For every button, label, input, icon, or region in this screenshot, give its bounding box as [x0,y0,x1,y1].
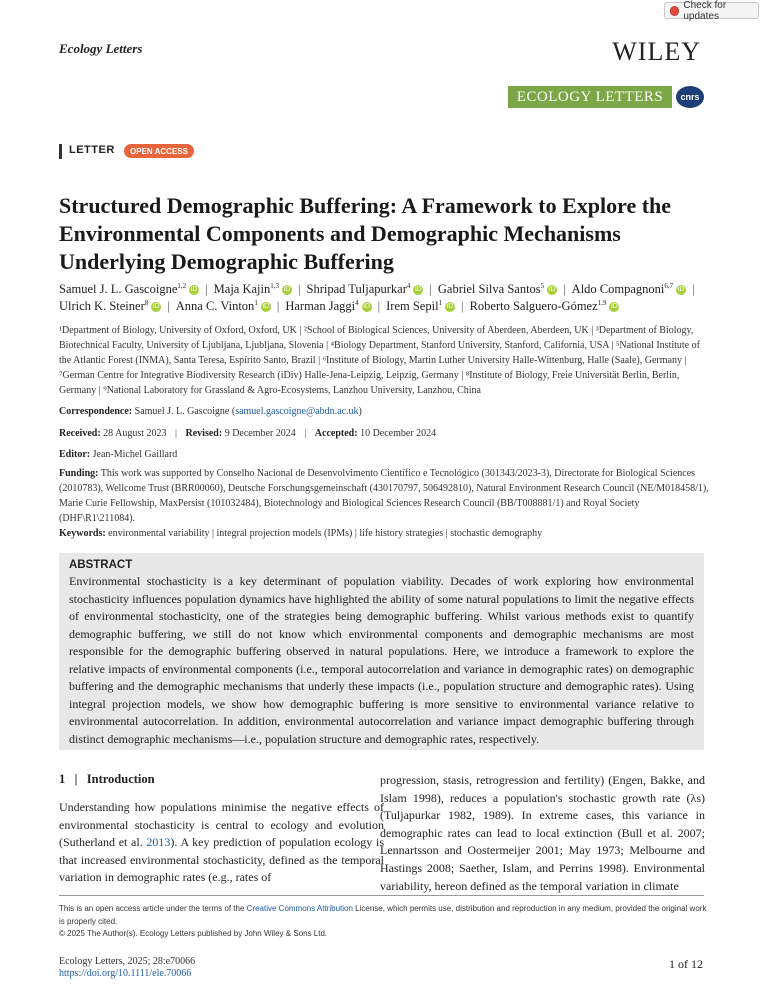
ecology-letters-banner: ECOLOGY LETTERS [508,86,672,108]
license-text-pre: This is an open access article under the terms of the [59,904,247,913]
journal-reference: Ecology Letters, 2025; 28:e70066 [59,956,196,967]
creative-commons-link[interactable]: Creative Commons Attribution [246,904,353,913]
author [470,299,620,313]
keywords-label: Keywords: [59,528,106,539]
keywords [59,526,709,541]
orcid-icon[interactable]: iD [548,286,556,294]
author-separator: | [692,282,695,296]
author [176,299,271,313]
intro-left-text-1: Understanding how populations minimise the negative effects of environmental stochasticity is central to ecology and evolution (Sutherland et al. [59,800,384,850]
article-dates: Received: 28 August 2023 | Revised: 9 December 2024 | Accepted: 10 December 2024 [59,428,437,439]
author-affiliation-sup: 1,9 [597,298,607,307]
article-type: LETTER [69,144,115,156]
abstract-heading: ABSTRACT [69,559,133,571]
author-name: Maja Kajin [213,282,271,296]
revised-label: Revised: [185,428,223,439]
author-affiliation-sup: 5 [540,281,545,290]
author-affiliation-sup: 6,7 [664,281,674,290]
author-separator: | [298,282,301,296]
footer-divider [59,895,704,896]
author-name: Gabriel Silva Santos [437,282,541,296]
author-affiliation-sup: 1 [254,298,258,307]
intro-left-column [59,799,384,887]
abstract-box [59,553,704,750]
author-separator: | [205,282,208,296]
updates-icon [670,6,679,16]
intro-right-column: progression, stasis, retrogression and fertility) (Engen, Bakke, and Islam 1998), reduces a population's stochastic growth rate (λs) (Tuljapurkar 1982, 1989). In extreme cases, this variance in demographic rates can lead to local extinction (Bull et al. 2007; Lennartsson and Oostermeijer 2001; May 1973; Melbourne and Hastings 2008; Saether, Islam, and Perrins 1998). Environmental variability, hereon defined as the temporal variation in climate [380,773,705,893]
funding-label: Funding: [59,468,99,479]
intro-left-text-2: ). A key prediction of population ecology is that increased environmental stochasticity, defined as the temporal variation in demographic rates (e.g., rates of [59,835,384,885]
journal-name: Ecology Letters [59,41,143,56]
intro-heading: 1 | Introduction [59,772,155,786]
open-access-badge: OPEN ACCESS [124,144,194,158]
license-text-post: License, which permits use, distribution and reproduction in any medium, provided the original work is properly cited. [59,904,707,926]
author-separator: | [563,282,566,296]
affiliations: ¹Department of Biology, University of Oxford, Oxford, UK | ²School of Biological Sciences, University of Aberdeen, Aberdeen, UK | ³Department of Biology, Biotechnical Faculty, University of Ljubljana, Ljubljana, Slovenia | ⁴Biology Department, Stanford University, Stanford, California, USA | ⁵National Institute of the Atlantic Forest (INMA), Santa Teresa, Espírito Santo, Brazil | ⁶Institute of Biology, Martin Luther University Halle-Wittenburg, Halle (Saale), Germany | ⁷German Centre for Integrative Biodiversity Research (iDiv) Halle-Jena-Leipzig, Leipzig, Germany | ⁸Institute of Biology, Freie Universität Berlin, Berlin, Germany | ⁹National Laboratory for Grassland & Agro-Ecosystems, Lanzhou University, Lanzhou, China [59,325,700,396]
accepted-date: 10 December 2024 [360,428,437,439]
author [285,299,371,313]
author [59,299,161,313]
abstract-text: Environmental stochasticity is a key determinant of population viability. Decades of work exploring how environmental stochasticity influences population dynamics have highlighted the ability of some natural populations to limit the negative effects of environmental stochasticity, one of the strategies being demographic buffering. Whilst various methods exist to quantify demographic buffering, we still do not know which environmental components and demographic mechanisms are most responsible for the demographic buffering observed in natural populations. Here, we introduce a framework to explore the relative impacts of environmental components (i.e., temporal autocorrelation and variance in demographic rates) on demographic buffering and the demographic mechanisms that underly these impacts (i.e., population structure and demographic rates). Using integral projection models, we show how demographic buffering is more sensitive to environmental variance relative to environmental autocorrelation. In addition, environmental autocorrelation and variance impact demographic buffering through distinct demographic mechanisms—i.e., population structure and demographic rates, respectively. [69,574,694,746]
copyright: © 2025 The Author(s). Ecology Letters published by John Wiley & Sons Ltd. [59,929,328,938]
author-name: Roberto Salguero-Gómez [469,299,598,313]
author-name: Harman Jaggi [285,299,356,313]
orcid-icon[interactable]: iD [190,286,198,294]
author-separator: | [429,282,432,296]
author [214,282,292,296]
orcid-icon[interactable]: iD [611,303,618,311]
author [572,282,686,296]
editor-name: Jean-Michel Gaillard [92,449,178,460]
cnrs-logo: cnrs [676,86,704,108]
author-line-1 [59,281,709,298]
page-number: 1 of 12 [669,957,703,971]
author-name: Irem Sepil [386,299,439,313]
orcid-icon[interactable]: iD [446,303,454,311]
orcid-icon[interactable]: iD [283,286,291,294]
editor [59,447,709,462]
author-affiliation-sup: 8 [144,298,149,307]
license-note [59,902,707,928]
correspondence-label: Correspondence: [59,406,133,417]
author [307,282,424,296]
funding-text: This work was supported by Conselho Nacional de Desenvolvimento Científico e Tecnológico (301343/2023-3), Directorate for Biological Sciences (2010783), Wellcome Trust (BRR00060), Deutsche Forschungsgemeinschaft (430170797, 506492810), Natural Environment Research Council (NE/M018458/1), Marie Curie Fellowship, MaxPersist (101032484), Biotechnology and Biological Sciences Research Council (BB/T008881/1) and Royal Society (DHF\R1\211084). [59,468,709,524]
wiley-logo: WILEY [612,37,701,66]
author [386,299,455,313]
check-for-updates-label: Check for updates [683,0,727,22]
author-separator: | [276,299,280,313]
correspondence-close: ) [358,406,362,417]
author [438,282,557,296]
received-label: Received: [59,428,101,439]
author-name: Anna C. Vinton [175,299,255,313]
author-name: Shripad Tuljapurkar [306,282,407,296]
author-affiliation-sup: 1,2 [177,281,187,290]
citation-link[interactable]: 2013 [146,835,171,850]
author [59,282,199,296]
author-affiliation-sup: 4 [355,298,359,307]
editor-label: Editor: [59,449,91,460]
author-affiliation-sup: 1,3 [270,281,279,290]
keywords-text: environmental variability | integral projection models (IPMs) | life history strategies | stochastic demography [108,528,543,539]
article-title: Structured Demographic Buffering: A Framework to Explore the Environmental Components and Demographic Mechanisms Underlying Demographic Buffering [59,193,672,274]
orcid-icon[interactable]: iD [677,286,685,294]
check-for-updates-button[interactable] [664,0,759,22]
article-type-marker [59,144,62,159]
revised-date: 9 December 2024 [224,428,296,439]
author-separator: | [377,299,381,313]
author-line-2 [59,298,709,315]
author-name: Samuel J. L. Gascoigne [59,282,178,296]
correspondence-email-link[interactable]: samuel.gascoigne@abdn.ac.uk [235,406,359,417]
orcid-icon[interactable]: iD [152,303,160,311]
doi-link[interactable]: https://doi.org/10.1111/ele.70066 [59,968,192,979]
orcid-icon[interactable]: iD [415,286,422,294]
funding [59,466,709,526]
accepted-label: Accepted: [314,428,358,439]
author-name: Aldo Compagnoni [571,282,665,296]
correspondence-name: Samuel J. L. Gascoigne ( [134,406,236,417]
orcid-icon[interactable]: iD [262,303,270,311]
author-affiliation-sup: 1 [438,298,443,307]
orcid-icon[interactable]: iD [363,303,370,311]
author-affiliation-sup: 4 [406,281,411,290]
author-name: Ulrich K. Steiner [59,299,145,313]
author-list [59,281,709,315]
author-separator: | [167,299,170,313]
received-date: 28 August 2023 [103,428,167,439]
correspondence [59,404,709,419]
author-separator: | [461,299,464,313]
